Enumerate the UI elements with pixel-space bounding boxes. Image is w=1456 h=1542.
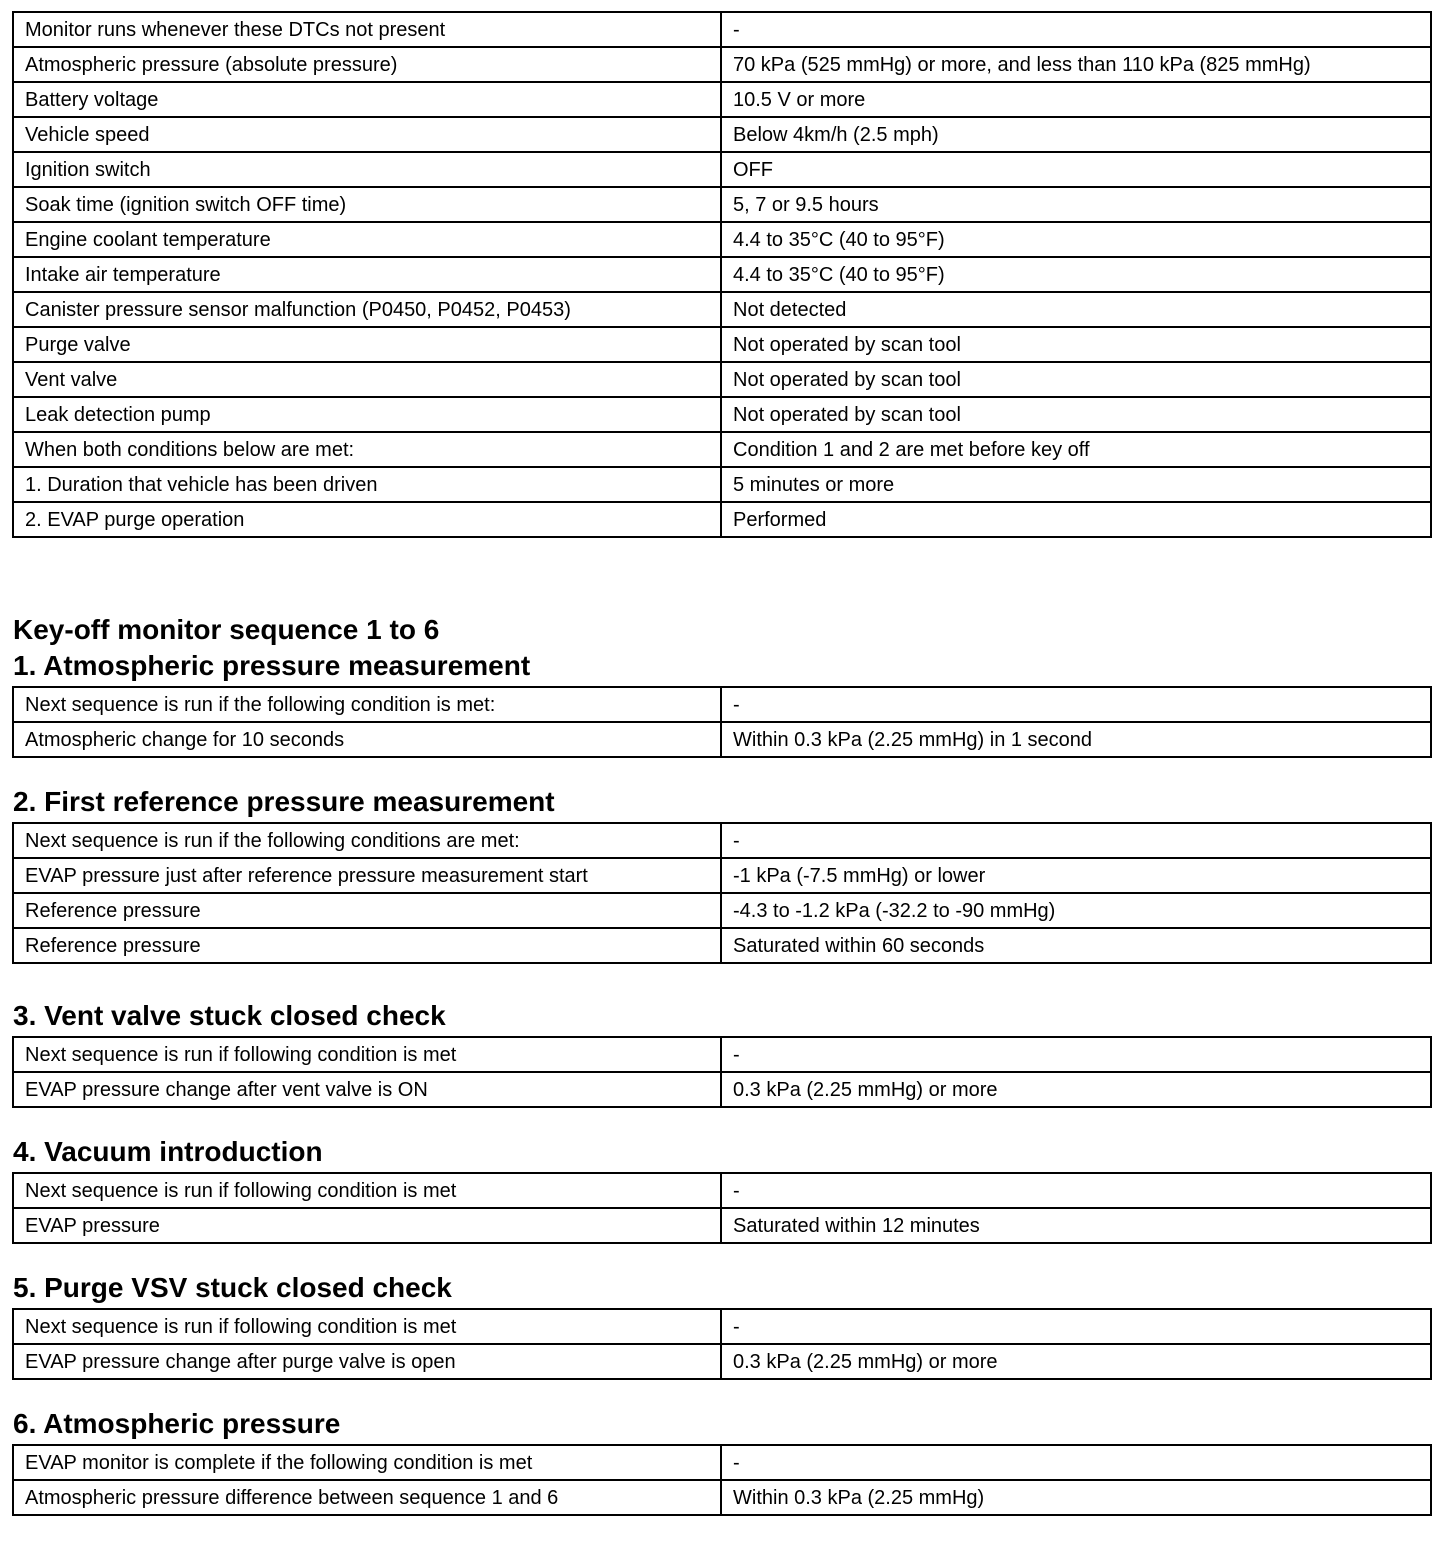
table-row [13, 928, 1431, 963]
table-row [13, 257, 1431, 292]
condition-value: Below 4km/h (2.5 mph) [721, 117, 1431, 152]
condition-value: - [721, 687, 1431, 722]
condition-value: 0.3 kPa (2.25 mmHg) or more [721, 1344, 1431, 1379]
table-row [13, 722, 1431, 757]
table-row [13, 823, 1431, 858]
sequence-1-table [12, 686, 1432, 758]
condition-value: 10.5 V or more [721, 82, 1431, 117]
table-row [13, 687, 1431, 722]
condition-label: Vehicle speed [13, 117, 721, 152]
table-row [13, 1072, 1431, 1107]
condition-label: Leak detection pump [13, 397, 721, 432]
condition-value: Not operated by scan tool [721, 327, 1431, 362]
condition-label: EVAP monitor is complete if the following condition is met [13, 1445, 721, 1480]
condition-label: Soak time (ignition switch OFF time) [13, 187, 721, 222]
condition-value: - [721, 1309, 1431, 1344]
condition-value: Performed [721, 502, 1431, 537]
condition-label: Purge valve [13, 327, 721, 362]
table-row [13, 502, 1431, 537]
condition-value: 5 minutes or more [721, 467, 1431, 502]
table-row [13, 362, 1431, 397]
table-row [13, 1173, 1431, 1208]
section-heading: 2. First reference pressure measurement [13, 786, 555, 817]
table-row [13, 1309, 1431, 1344]
condition-label: 2. EVAP purge operation [13, 502, 721, 537]
condition-value: 0.3 kPa (2.25 mmHg) or more [721, 1072, 1431, 1107]
condition-value: Not operated by scan tool [721, 362, 1431, 397]
condition-label: EVAP pressure just after reference pressure measurement start [13, 858, 721, 893]
section-heading: 1. Atmospheric pressure measurement [13, 650, 531, 681]
condition-label: Atmospheric change for 10 seconds [13, 722, 721, 757]
condition-value: OFF [721, 152, 1431, 187]
section-heading: 4. Vacuum introduction [13, 1136, 323, 1167]
condition-label: EVAP pressure [13, 1208, 721, 1243]
table-row [13, 327, 1431, 362]
table-row [13, 152, 1431, 187]
condition-value: Condition 1 and 2 are met before key off [721, 432, 1431, 467]
sequence-6-table [12, 1444, 1432, 1516]
condition-value: 70 kPa (525 mmHg) or more, and less than 110 kPa (825 mmHg) [721, 47, 1431, 82]
condition-value: Within 0.3 kPa (2.25 mmHg) [721, 1480, 1431, 1515]
table-row [13, 187, 1431, 222]
condition-value: 4.4 to 35°C (40 to 95°F) [721, 257, 1431, 292]
condition-label: Atmospheric pressure (absolute pressure) [13, 47, 721, 82]
condition-label: Reference pressure [13, 928, 721, 963]
condition-value: - [721, 823, 1431, 858]
condition-label: Canister pressure sensor malfunction (P0450, P0452, P0453) [13, 292, 721, 327]
condition-label: Next sequence is run if the following conditions are met: [13, 823, 721, 858]
sequence-3-table [12, 1036, 1432, 1108]
sequence-2-table [12, 822, 1432, 964]
condition-label: Next sequence is run if following condition is met [13, 1173, 721, 1208]
condition-value: -1 kPa (-7.5 mmHg) or lower [721, 858, 1431, 893]
table-row [13, 858, 1431, 893]
condition-value: 4.4 to 35°C (40 to 95°F) [721, 222, 1431, 257]
table-row [13, 1208, 1431, 1243]
condition-label: Battery voltage [13, 82, 721, 117]
condition-label: Ignition switch [13, 152, 721, 187]
condition-label: Next sequence is run if following condition is met [13, 1037, 721, 1072]
table-row [13, 12, 1431, 47]
condition-label: Atmospheric pressure difference between sequence 1 and 6 [13, 1480, 721, 1515]
condition-label: 1. Duration that vehicle has been driven [13, 467, 721, 502]
table-row [13, 82, 1431, 117]
condition-value: - [721, 1445, 1431, 1480]
condition-value: - [721, 1173, 1431, 1208]
table-row [13, 292, 1431, 327]
condition-value: Saturated within 12 minutes [721, 1208, 1431, 1243]
condition-label: When both conditions below are met: [13, 432, 721, 467]
condition-value: 5, 7 or 9.5 hours [721, 187, 1431, 222]
monitor-conditions-table [12, 11, 1432, 538]
table-row [13, 893, 1431, 928]
condition-label: Monitor runs whenever these DTCs not present [13, 12, 721, 47]
condition-value: Saturated within 60 seconds [721, 928, 1431, 963]
condition-label: Intake air temperature [13, 257, 721, 292]
table-row [13, 1445, 1431, 1480]
condition-label: EVAP pressure change after purge valve is open [13, 1344, 721, 1379]
condition-label: Next sequence is run if following condition is met [13, 1309, 721, 1344]
main-heading: Key-off monitor sequence 1 to 6 [13, 614, 440, 645]
table-row [13, 222, 1431, 257]
sequence-5-table [12, 1308, 1432, 1380]
condition-label: Next sequence is run if the following condition is met: [13, 687, 721, 722]
table-row [13, 117, 1431, 152]
table-row [13, 1037, 1431, 1072]
condition-value: Not operated by scan tool [721, 397, 1431, 432]
table-row [13, 1344, 1431, 1379]
section-heading: 6. Atmospheric pressure [13, 1408, 341, 1439]
table-row [13, 47, 1431, 82]
table-row [13, 1480, 1431, 1515]
condition-value: Not detected [721, 292, 1431, 327]
condition-label: Engine coolant temperature [13, 222, 721, 257]
condition-value: -4.3 to -1.2 kPa (-32.2 to -90 mmHg) [721, 893, 1431, 928]
condition-value: Within 0.3 kPa (2.25 mmHg) in 1 second [721, 722, 1431, 757]
table-row [13, 432, 1431, 467]
sequence-4-table [12, 1172, 1432, 1244]
condition-value: - [721, 1037, 1431, 1072]
table-row [13, 467, 1431, 502]
section-heading: 5. Purge VSV stuck closed check [13, 1272, 452, 1303]
condition-label: Reference pressure [13, 893, 721, 928]
table-row [13, 397, 1431, 432]
condition-label: EVAP pressure change after vent valve is ON [13, 1072, 721, 1107]
condition-value: - [721, 12, 1431, 47]
section-heading: 3. Vent valve stuck closed check [13, 1000, 446, 1031]
condition-label: Vent valve [13, 362, 721, 397]
